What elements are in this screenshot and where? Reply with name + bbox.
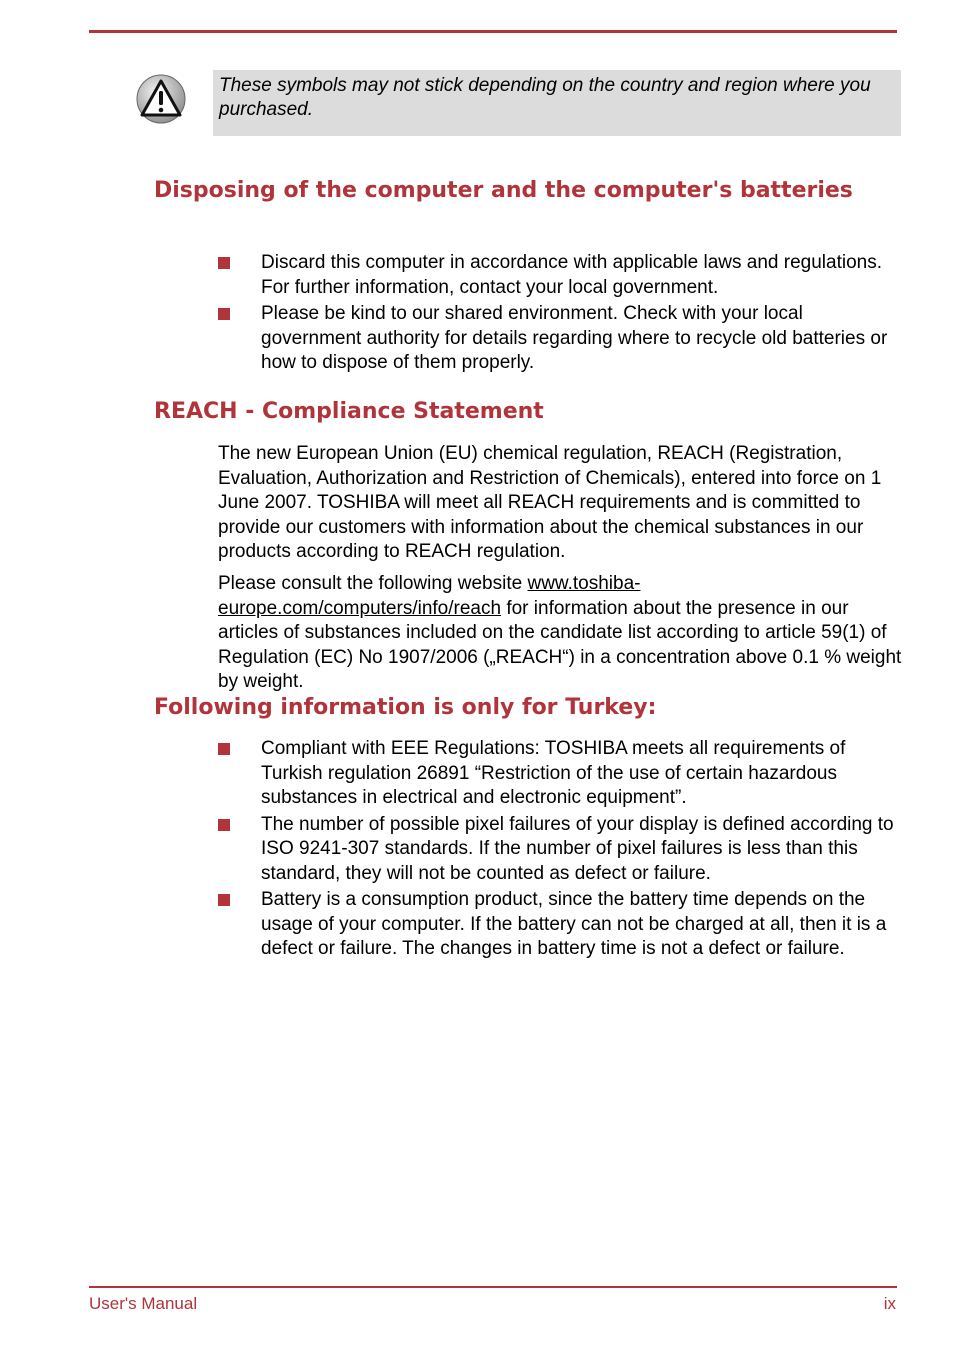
reach-paragraph-2: Please consult the following website www.toshiba-europe.com/computers/info/reach for information about the presence in our articles of substances included on the candidate list according to article 59(1) of Regulation (EC) No 1907/2006 („REACH“) in a concentration above 0.1 % weight by weight. (218, 573, 902, 692)
bullet-square-icon (218, 743, 230, 755)
list-item: Compliant with EEE Regulations: TOSHIBA meets all requirements of Turkish regulation 26891 “Restriction of the use of certain hazardous substances in electrical and electronic equipment”. (218, 737, 898, 811)
bullet-square-icon (218, 894, 230, 906)
footer-title: User's Manual (89, 1294, 198, 1313)
disposal-list (218, 251, 898, 378)
list-item: Battery is a consumption product, since the battery time depends on the usage of your computer. If the battery can not be charged at all, then it is a defect or failure. The changes in battery time is not a defect or failure. (218, 888, 898, 962)
bullet-square-icon (218, 819, 230, 831)
reach-link[interactable]: www.toshiba-europe.com/computers/info/reach (218, 573, 641, 619)
note-text: These symbols may not stick depending on the country and region where you purchased. (219, 75, 871, 120)
note-box (213, 70, 901, 136)
warning-triangle-icon (136, 74, 186, 124)
header-rule (89, 30, 897, 33)
section-heading-disposal: Disposing of the computer and the computer's batteries (154, 178, 853, 203)
section-heading-turkey: Following information is only for Turkey: (154, 695, 657, 720)
list-item: Discard this computer in accordance with applicable laws and regulations. For further information, contact your local government. (218, 251, 898, 300)
list-item: The number of possible pixel failures of your display is defined according to ISO 9241-307 standards. If the number of pixel failures is less than this standard, they will not be counted as defect or failure. (218, 813, 898, 887)
section-heading-reach: REACH - Compliance Statement (154, 399, 544, 424)
reach-paragraph-1: The new European Union (EU) chemical regulation, REACH (Registration, Evaluation, Authorization and Restriction of Chemicals), entered into force on 1 June 2007. TOSHIBA will meet all REACH requirements and is committed to provide our customers with information about the chemical substances in our products according to REACH regulation. (218, 443, 882, 562)
footer-rule (89, 1286, 897, 1288)
bullet-square-icon (218, 308, 230, 320)
list-item: Please be kind to our shared environment. Check with your local government authority for details regarding where to recycle old batteries or how to dispose of them properly. (218, 302, 898, 376)
turkey-list (218, 737, 898, 964)
bullet-square-icon (218, 257, 230, 269)
page-number: ix (883, 1294, 896, 1313)
